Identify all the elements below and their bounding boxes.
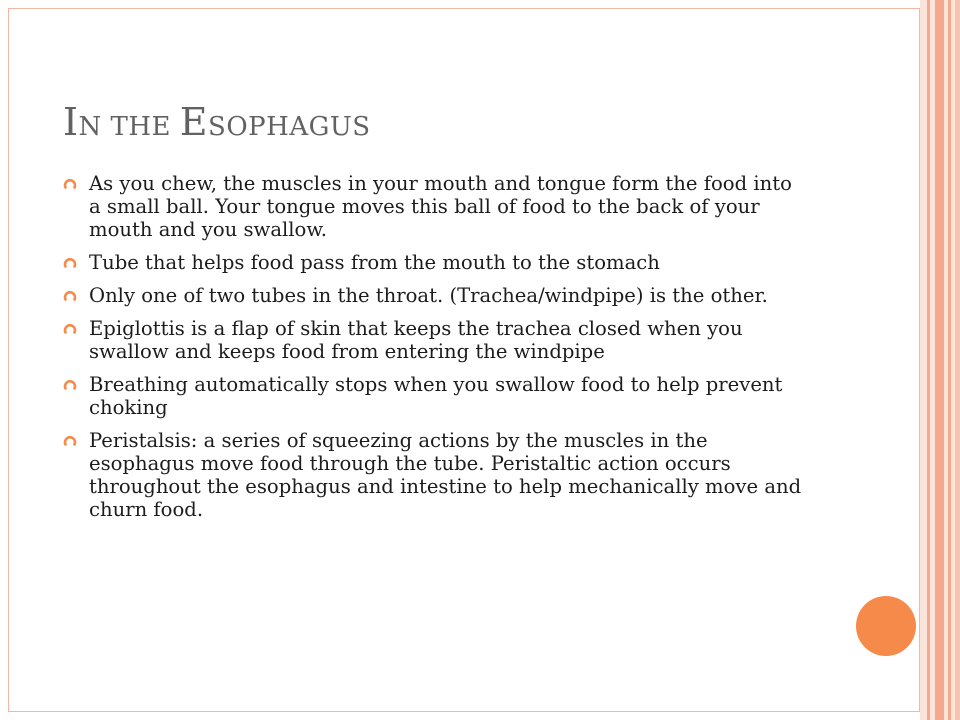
slide-title [63, 100, 371, 144]
title-part: N THE [78, 112, 180, 142]
bullet-list [63, 172, 803, 531]
bullet-text: As you chew, the muscles in your mouth and tongue form the food into a small ball. Your tongue moves this ball of food to the back of your mouth and you swallow. [89, 172, 792, 241]
bullet-text: Tube that helps food pass from the mouth to the stomach [89, 251, 660, 274]
bullet-item [63, 251, 803, 274]
bullet-text: Breathing automatically stops when you swallow food to help prevent choking [89, 373, 783, 419]
bullet-item [63, 172, 803, 241]
bullet-item [63, 317, 803, 363]
orange-arc-bullet-icon [63, 322, 77, 336]
decorative-orange-circle [856, 596, 916, 656]
orange-arc-bullet-icon [63, 378, 77, 392]
bullet-text: Peristalsis: a series of squeezing actions by the muscles in the esophagus move food through the tube. Peristaltic action occurs throughout the esophagus and intestine to help mechanically move and churn food. [89, 429, 802, 521]
decorative-stripes [920, 0, 960, 720]
stripe [927, 0, 930, 720]
bullet-text: Only one of two tubes in the throat. (Trachea/windpipe) is the other. [89, 284, 768, 307]
title-part: SOPHAGUS [208, 112, 371, 142]
stripe [948, 0, 951, 720]
stripe [935, 0, 944, 720]
bullet-text: Epiglottis is a flap of skin that keeps the trachea closed when you swallow and keeps food from entering the windpipe [89, 317, 743, 363]
title-part: E [179, 100, 209, 144]
orange-arc-bullet-icon [63, 177, 77, 191]
orange-arc-bullet-icon [63, 434, 77, 448]
bullet-item [63, 429, 803, 521]
stripe [955, 0, 960, 720]
title-part: I [63, 100, 79, 144]
bullet-item [63, 284, 803, 307]
orange-arc-bullet-icon [63, 256, 77, 270]
bullet-item [63, 373, 803, 419]
orange-arc-bullet-icon [63, 289, 77, 303]
